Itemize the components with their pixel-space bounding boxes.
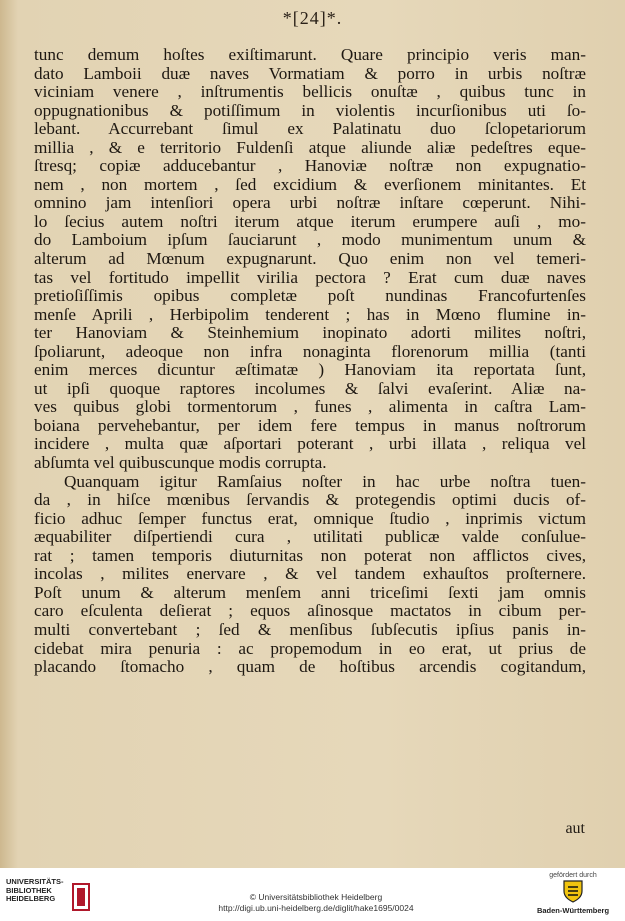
text-line: omnino jam intenſiori opera urbi noſtræ inſtare cœperunt. Nihi-: [34, 194, 586, 213]
coat-of-arms-icon: [560, 879, 586, 903]
text-line: ficio adhuc ſemper functus erat, omnique ſtudio , inprimis victum: [34, 509, 586, 528]
text-line: tas vel fortitudo impellit virilia pectora ? Erat cum duæ naves: [34, 268, 586, 287]
text-line: menſe Aprili , Herbipolim tenderent ; has in Mœno flumine in-: [34, 305, 586, 324]
sponsor-label: gefördert durch: [549, 872, 597, 879]
library-logo[interactable]: [6, 878, 126, 918]
text-line: alterum ad Mœnum expugnarunt. Quo enim non vel temeri-: [34, 250, 586, 269]
text-line: abſumta vel quibuscunque modis corrupta.: [34, 454, 327, 473]
footer-bar: [0, 868, 625, 921]
text-line: ſtresq; copiæ adducebantur , Hanoviæ noſtræ non expugnatio-: [34, 157, 586, 176]
text-line: nem , non mortem , ſed excidium & everſionem minitantes. Et: [34, 175, 586, 194]
text-line: da , in hiſce mœnibus ſervandis & protegendis optimi ducis of-: [34, 491, 586, 510]
copyright-notice: [200, 892, 432, 913]
text-line: dato Lamboii duæ naves Vormatiam & porro in urbis noſtræ: [34, 64, 586, 83]
sponsor-block: [531, 872, 615, 915]
text-line: cidebat mira penuria : ac propemodum in eo erat, ut prius de: [34, 639, 586, 658]
text-line: lebant. Accurrebant ſimul ex Palatinatu duo ſclopetariorum: [34, 120, 586, 139]
copyright-text: © Universitätsbibliothek Heidelberg: [249, 892, 383, 902]
text-line: incolas , milites enervare , & vel tandem exhauſtos proſternere.: [34, 565, 586, 584]
text-line: tunc demum hoſtes exiſtimarunt. Quare principio veris man-: [34, 46, 586, 64]
text-line: multi convertebant ; ſed & menſibus ſubſecutis ipſius panis in-: [34, 620, 586, 639]
text-line: pretioſiſſimis opibus completæ poſt nundinas Francofurtenſes: [34, 287, 586, 306]
text-line: boiana pervehebantur, per idem fere tempus in manus noſtrorum: [34, 416, 586, 435]
page-header: *[24]*.: [282, 8, 343, 28]
text-line: ves quibus globi tormentorum , funes , alimenta in caſtra Lam-: [34, 398, 586, 417]
text-line: do Lamboium ipſum ſauciarunt , modo munimentum unum &: [34, 231, 586, 250]
text-line: oppugnationibus & potiſſimum in violentis incurſionibus uti ſo-: [34, 101, 586, 120]
text-line: ter Hanoviam & Steinhemium inopinato adorti milites noſtri,: [34, 324, 586, 343]
text-line: placando ſtomacho , quam de hoſtibus arcendis cogitandum,: [34, 658, 586, 677]
text-line: caro eſculenta deſierat ; equos aſinosque mactatos in cibum per-: [34, 602, 586, 621]
library-logo-text: UNIVERSITÄTS- BIBLIOTHEK HEIDELBERG: [6, 877, 64, 904]
text-line: Quanquam igitur Ramſaius noſter in hac urbe noſtra tuen-: [64, 472, 586, 491]
text-line: lo ſecius autem noſtri iterum atque iterum erumpere auſi , mo-: [34, 212, 586, 231]
text-line: æquabiliter diſpertiendi cura , utilitati publicæ valde conſulue-: [34, 528, 586, 547]
text-line: viciniam venere , inſtrumentis bellicis onuſtæ , quibus tunc in: [34, 83, 586, 102]
text-line: enim merces dicuntur æſtimatæ ) Hanoviam ita reportata ſunt,: [34, 361, 586, 380]
text-line: ut ipſi quoque raptores incolumes & ſalvi evaſerint. Aliæ na-: [34, 379, 586, 398]
catchword: aut: [565, 820, 585, 837]
library-emblem-icon: [70, 882, 92, 912]
sponsor-name: Baden-Württemberg: [536, 906, 610, 915]
body-text: [34, 46, 586, 677]
text-line: ſpoliarunt, adeoque non infra nonaginta florenorum millia (tanti: [34, 342, 586, 361]
permalink[interactable]: http://digi.ub.uni-heidelberg.de/diglit/hake1695/0024: [218, 902, 414, 913]
text-line: rat ; tamen temporis diuturnitas non poterat non afflictos cives,: [34, 546, 586, 565]
text-line: Poſt unum & alterum menſem anni triceſimi ſexti jam omnis: [34, 583, 586, 602]
text-line: millia , & e territorio Fuldenſi atque aliunde aliæ pedeſtres eque-: [34, 138, 586, 157]
text-line: incidere , multa quæ aſportari poterant , urbi illata , reliqua vel: [34, 435, 586, 454]
